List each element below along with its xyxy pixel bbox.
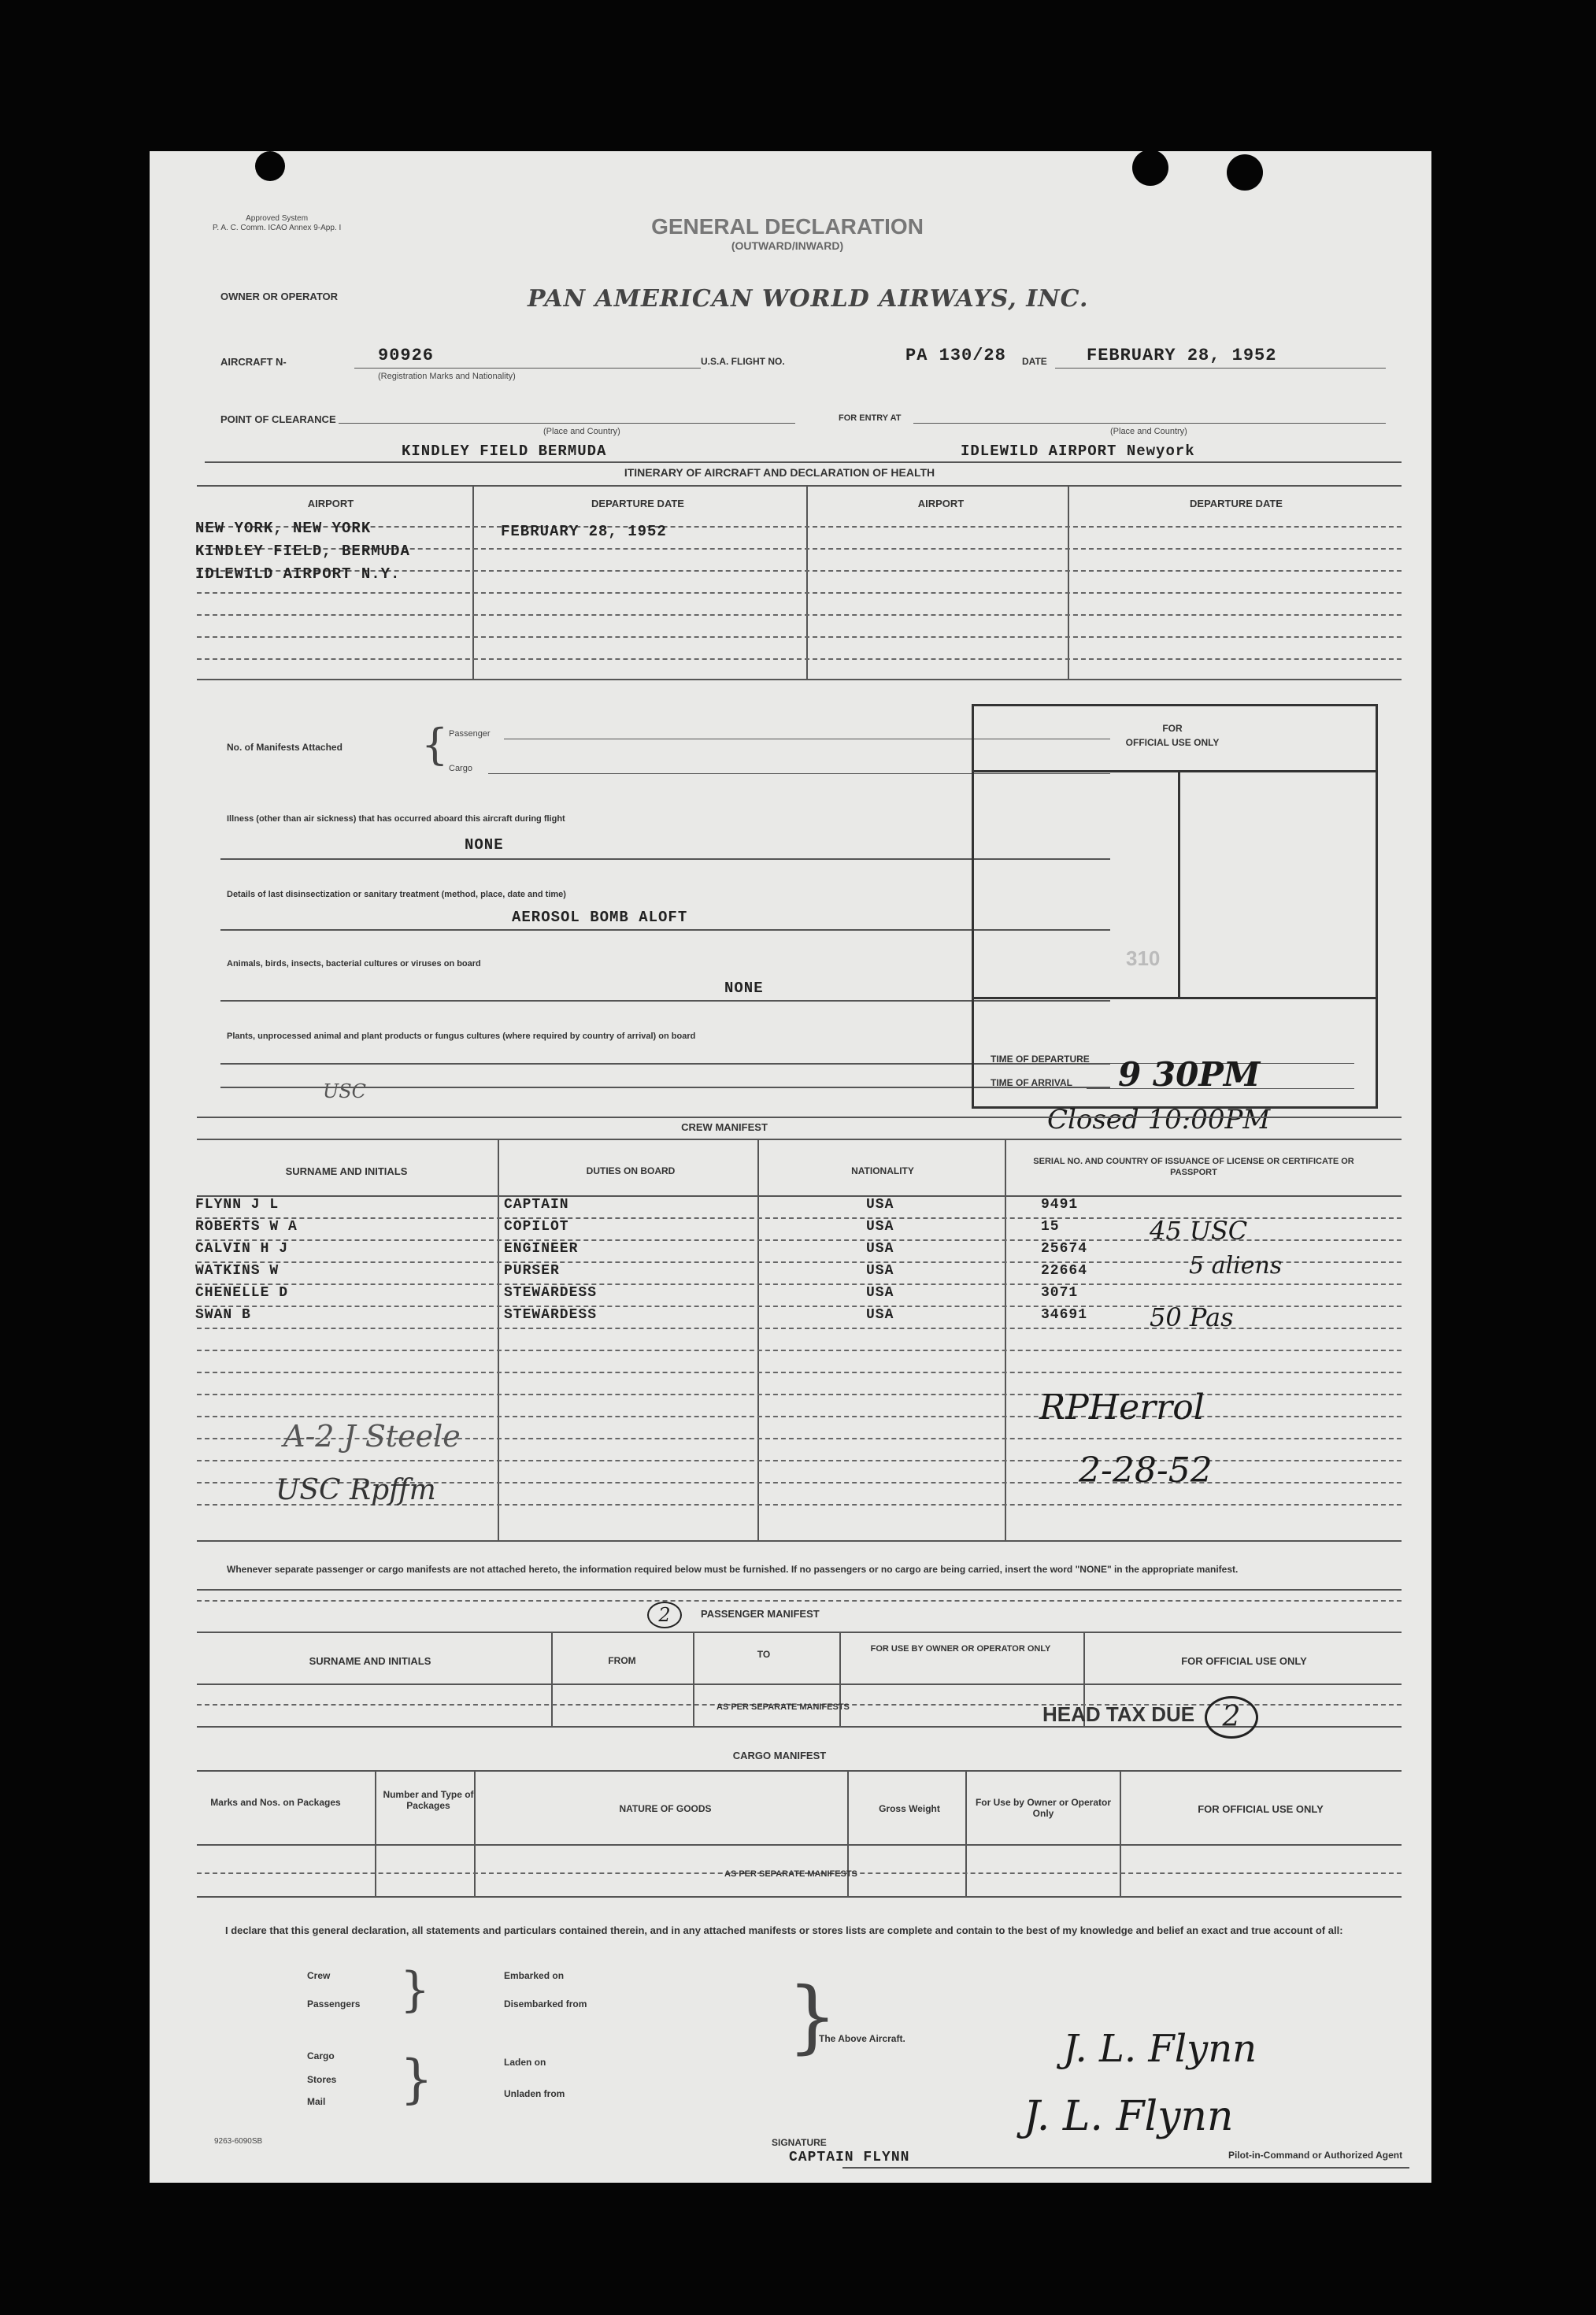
closed-note: Closed 10:00PM: [1047, 1104, 1271, 1135]
crew-name: WATKINS W: [195, 1263, 280, 1279]
head-tax-label: HEAD TAX DUE: [1042, 1702, 1195, 1726]
officer-signature: RPHerrol: [1039, 1387, 1205, 1428]
illness-label: Illness (other than air sickness) that has occurred aboard this aircraft during flight: [227, 814, 565, 824]
crew-manifest-title: CREW MANIFEST: [681, 1121, 768, 1133]
punch-hole: [1132, 150, 1168, 186]
departure-time-label: TIME OF DEPARTURE: [991, 1054, 1090, 1065]
declaration-crew: Crew: [307, 1970, 331, 1981]
declaration-cargo: Cargo: [307, 2050, 335, 2061]
crew-serial: 9491: [1041, 1197, 1079, 1213]
manifest-notice: Whenever separate passenger or cargo manifests are not attached hereto, the information required below must be furnished. If no passengers or no cargo are being carried, insert the word "NONE" in the appropriate manifest.: [227, 1564, 1239, 1575]
approval-note: Approved System P. A. C. Comm. ICAO Annex 9-App. I: [213, 214, 342, 232]
crew-nationality: USA: [866, 1241, 894, 1257]
illness-value: NONE: [465, 836, 504, 854]
itinerary-col-airport-2: AIRPORT: [917, 498, 965, 509]
declaration-stores: Stores: [307, 2074, 337, 2085]
flight-value: PA 130/28: [905, 346, 1006, 365]
cargo-manifest-title: CARGO MANIFEST: [732, 1750, 827, 1761]
inspector-signature-1: A-2 J Steele: [283, 1419, 461, 1454]
itinerary-airport-3: IDLEWILD AIRPORT N.Y.: [195, 565, 401, 583]
declaration-above-aircraft: The Above Aircraft.: [819, 2033, 905, 2044]
itinerary-col-airport: AIRPORT: [307, 498, 354, 509]
passenger-manifest-title: PASSENGER MANIFEST: [701, 1608, 820, 1620]
itinerary-airport-1: NEW YORK, NEW YORK: [195, 520, 372, 537]
cargo-col-marks: Marks and Nos. on Packages: [210, 1797, 341, 1808]
crew-nationality: USA: [866, 1263, 894, 1279]
animals-label: Animals, birds, insects, bacterial cultures or viruses on board: [227, 959, 481, 969]
declaration-disembarked: Disembarked from: [504, 1998, 587, 2009]
manifests-passenger-label: Passenger: [449, 729, 491, 739]
date-value: FEBRUARY 28, 1952: [1087, 346, 1277, 365]
official-stamp: 310: [1126, 946, 1161, 970]
crew-duty: STEWARDESS: [504, 1307, 598, 1323]
itinerary-departure-1: FEBRUARY 28, 1952: [501, 523, 667, 540]
signature-name: CAPTAIN FLYNN: [789, 2150, 910, 2165]
itinerary-col-departure: DEPARTURE DATE: [591, 498, 684, 509]
passenger-col-owner: FOR USE BY OWNER OR OPERATOR ONLY: [870, 1644, 1051, 1654]
declaration-laden: Laden on: [504, 2057, 546, 2068]
crew-duty: COPILOT: [504, 1219, 569, 1235]
crew-duty: CAPTAIN: [504, 1197, 569, 1213]
aircraft-label: AIRCRAFT N-: [220, 356, 287, 368]
form-subtitle: (OUTWARD/INWARD): [731, 239, 844, 252]
inspector-signature-2: USC Rpffm: [276, 1474, 436, 1506]
owner-value: PAN AMERICAN WORLD AIRWAYS, INC.: [528, 285, 1089, 313]
disinsect-value: AEROSOL BOMB ALOFT: [512, 909, 688, 926]
captain-signature-1: J. L. Flynn: [1063, 2027, 1257, 2071]
official-use-box: [972, 704, 1378, 1109]
declaration-embarked: Embarked on: [504, 1970, 565, 1981]
entry-label: FOR ENTRY AT: [839, 413, 902, 423]
crew-name: FLYNN J L: [195, 1197, 280, 1213]
cargo-separate-note: AS PER SEPARATE MANIFESTS: [724, 1869, 857, 1879]
crew-nationality: USA: [866, 1197, 894, 1213]
declaration-passengers: Passengers: [307, 1998, 361, 2009]
declaration-mail: Mail: [307, 2096, 326, 2107]
itinerary-col-departure-2: DEPARTURE DATE: [1190, 498, 1283, 509]
crew-duty: PURSER: [504, 1263, 560, 1279]
animals-value: NONE: [724, 980, 764, 997]
crew-nationality: USA: [866, 1307, 894, 1323]
clearance-label: POINT OF CLEARANCE: [220, 413, 336, 425]
passenger-col-from: FROM: [608, 1655, 636, 1666]
entry-value: IDLEWILD AIRPORT Newyork: [961, 443, 1195, 460]
head-tax-value: 2: [1205, 1696, 1258, 1739]
disinsect-label: Details of last disinsectization or sanitary treatment (method, place, date and time): [227, 890, 566, 899]
crew-name: CALVIN H J: [195, 1241, 289, 1257]
owner-label: OWNER OR OPERATOR: [220, 291, 339, 302]
crew-col-duty: DUTIES ON BOARD: [586, 1165, 676, 1176]
arrival-time-label: TIME OF ARRIVAL: [991, 1077, 1072, 1088]
crew-note-aliens: 5 aliens: [1189, 1252, 1283, 1280]
manifests-cargo-label: Cargo: [449, 764, 472, 773]
registration-caption: (Registration Marks and Nationality): [378, 372, 516, 381]
crew-nationality: USA: [866, 1285, 894, 1301]
arrival-time-value: 9 30PM: [1118, 1055, 1261, 1094]
captain-signature-2: J. L. Flynn: [1024, 2093, 1234, 2140]
crew-serial: 22664: [1041, 1263, 1088, 1279]
crew-serial: 3071: [1041, 1285, 1079, 1301]
official-use-title: FOR OFFICIAL USE ONLY: [1125, 723, 1220, 748]
plants-label: Plants, unprocessed animal and plant products or fungus cultures (where required by country of arrival) on board: [227, 1032, 696, 1041]
place-caption-2: (Place and Country): [1110, 427, 1187, 436]
declaration-form: Approved System P. A. C. Comm. ICAO Annex 9-App. I GENERAL DECLARATION (OUTWARD/INWARD) OWNER OR OPERATOR PAN AMERICAN WORLD AIRWAYS, INC. AIRCRAFT N- 90926 (Registration Marks and Nationality) U.S.A. FLIGHT NO. PA 130/28 DATE FEBRUARY 28, 1952 POINT OF CLEARANCE (Place and Country) FOR ENTRY AT (Place and Country) KINDLEY FIELD BERMUDA IDLEWILD AIRPORT Newyork ITINERARY OF AIRCRAFT AND DECLARATION OF HEALTH AIRPORT DEPARTURE DATE AIRPORT DEPARTURE DATE NEW YORK, NEW YORK KINDLEY FIELD, BERMUDA IDLEWILD AIRPORT N.Y. FEBRUARY 28, 1952 No. of Manifests Attached { Passenger Cargo Illness (other than air sickness) that has occurred aboard this aircraft during flight NONE Details of last disinsectization or sanitary treatment (method, place, date and time) AEROSOL BOMB ALOFT Animals, birds, insects, bacterial cultures or viruses on board NONE Plants, unprocessed animal and plant products or fungus cultures (where required by country of arrival) on board USC FOR OFFICIAL USE ONLY 310 TIME OF DEPARTURE TIME OF ARRIVAL 9 30PM Closed 10:00PM CREW MANIFEST SURNAME AND INITIALS DUTIES ON BOARD NATIONALITY SERIAL NO. AND COUNTRY OF ISSUANCE OF LICENSE OR CERTIFICATE OR PASSPORT FLYNN J L CAPTAIN USA 9491 ROBERTS W A COPILOT USA 15 CALVIN H J ENGINEER USA 25674 WATKINS W PURSER USA 22664 CHENELLE D STEWARDESS USA 3071 SWAN B STEWARDESS USA 34691 45 USC 5 aliens 50 Pas A-2 J Steele USC Rpffm RPHerrol 2-28-52 Whenever separate passenger or cargo manifests are not attached hereto, the information required below must be furnished. If no passengers or no cargo are being carried, insert the word "NONE" in the appropriate manifest. 2 PASSENGER MANIFEST SURNAME AND INITIALS FROM TO FOR USE BY OWNER OR OPERATOR ONLY FOR OFFICIAL USE ONLY AS PER SEPARATE MANIFESTS HEAD TAX DUE 2 CARGO MANIFEST Marks and Nos. on Packages Number and Type of Packages NATURE OF GOODS Gross Weight For Use by Owner or Operator Only FOR OFFICIAL USE ONLY AS PER SEPARATE MANIFESTS I declare that this general declaration, all statements and particulars contained therein, and in any attached manifests or stores lists are complete and contain to the best of my knowledge and belief an exact and true account of all: Crew Passengers } Embarked on Disembarked from } The Above Aircraft. Cargo Stores Mail } Laden on Unladen from J. L. Flynn J. L. Flynn SIGNATURE CAPTAIN FLYNN Pilot-in-Command or Authorized Agent 9263-6090SB: [150, 151, 1431, 2183]
cargo-col-goods: NATURE OF GOODS: [619, 1803, 712, 1814]
passenger-col-to: TO: [757, 1649, 771, 1660]
crew-name: ROBERTS W A: [195, 1219, 298, 1235]
place-caption-1: (Place and Country): [543, 427, 620, 436]
declaration-unladen: Unladen from: [504, 2088, 565, 2099]
punch-hole: [1227, 154, 1263, 191]
signature-label: SIGNATURE: [772, 2137, 827, 2148]
passenger-col-name: SURNAME AND INITIALS: [309, 1655, 431, 1667]
cargo-col-weight: Gross Weight: [879, 1803, 940, 1814]
form-number: 9263-6090SB: [214, 2137, 263, 2146]
manifests-label: No. of Manifests Attached: [227, 742, 343, 753]
crew-serial: 15: [1041, 1219, 1060, 1235]
crew-serial: 25674: [1041, 1241, 1088, 1257]
flight-label: U.S.A. FLIGHT NO.: [701, 356, 785, 367]
cargo-col-owner: For Use by Owner or Operator Only: [975, 1797, 1112, 1819]
clearance-value: KINDLEY FIELD BERMUDA: [402, 443, 607, 460]
crew-note-passengers: 50 Pas: [1150, 1302, 1234, 1332]
passenger-separate-note: AS PER SEPARATE MANIFESTS: [717, 1702, 850, 1712]
cargo-col-official: FOR OFFICIAL USE ONLY: [1198, 1803, 1324, 1815]
crew-col-serial: SERIAL NO. AND COUNTRY OF ISSUANCE OF LICENSE OR CERTIFICATE OR PASSPORT: [1033, 1157, 1354, 1177]
passenger-col-official: FOR OFFICIAL USE ONLY: [1181, 1655, 1307, 1667]
crew-serial: 34691: [1041, 1307, 1088, 1323]
pilot-caption: Pilot-in-Command or Authorized Agent: [1228, 2150, 1403, 2161]
crew-col-nationality: NATIONALITY: [851, 1165, 914, 1176]
cargo-col-packages: Number and Type of Packages: [383, 1789, 474, 1811]
crew-duty: ENGINEER: [504, 1241, 579, 1257]
handwritten-usc-note: USC: [323, 1080, 367, 1102]
itinerary-airport-2: KINDLEY FIELD, BERMUDA: [195, 543, 410, 560]
aircraft-value: 90926: [378, 346, 435, 365]
officer-signature-date: 2-28-52: [1079, 1450, 1213, 1491]
form-title: GENERAL DECLARATION: [651, 214, 924, 239]
declaration-text: I declare that this general declaration, all statements and particulars contained therein, and in any attached manifests or stores lists are complete and contain to the best of my knowledge and belief an exact and true account of all:: [225, 1924, 1343, 1936]
crew-nationality: USA: [866, 1219, 894, 1235]
itinerary-title: ITINERARY OF AIRCRAFT AND DECLARATION OF HEALTH: [624, 466, 935, 479]
punch-hole: [255, 151, 285, 181]
crew-col-name: SURNAME AND INITIALS: [285, 1165, 408, 1177]
crew-name: SWAN B: [195, 1307, 251, 1323]
passenger-count-circled: 2: [647, 1602, 682, 1628]
date-label: DATE: [1022, 356, 1047, 367]
crew-note-usc: 45 USC: [1150, 1216, 1248, 1246]
crew-duty: STEWARDESS: [504, 1285, 598, 1301]
crew-name: CHENELLE D: [195, 1285, 289, 1301]
